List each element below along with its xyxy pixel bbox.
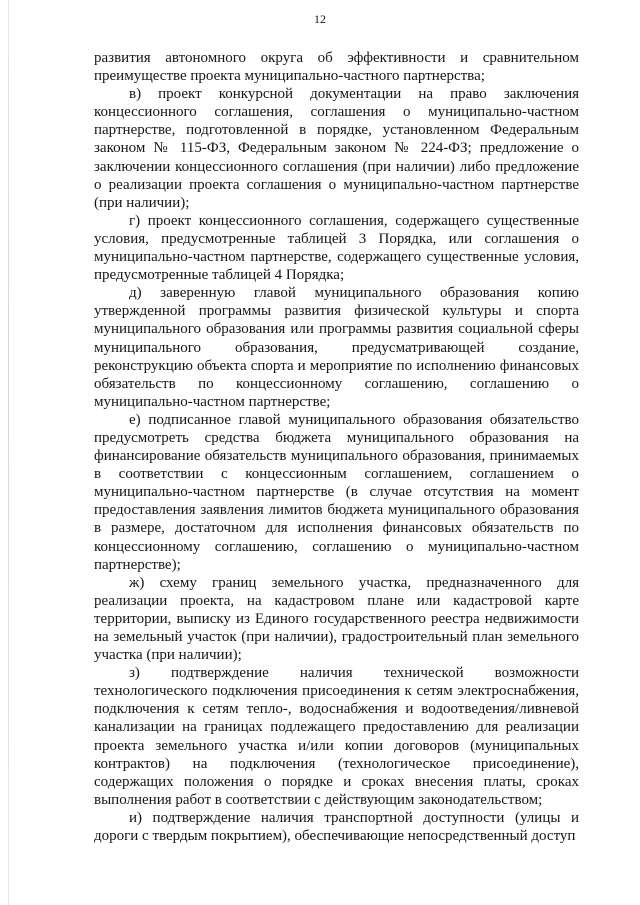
paragraph-item-z: з) подтверждение наличия технической возможности технологического подключения присоединения к сетям электроснабжения, подключения к сетям тепло-, водоснабжения и водоотведения/ливневой канализации на границах подлежащего предоставлению для реализации проекта земельного участка и/или копии договоров (муниципальных контрактов) на подключения (технологическое присоединение), содержащих положения о порядке и сроках внесения платы, сроках выполнения работ в соответствии с действующим законодательством; [94,665,579,808]
paragraph-item-g: г) проект концессионного соглашения, содержащего существенные условия, предусмотренные таблицей 3 Порядка, или соглашения о муниципально-частном партнерстве, содержащего существенные условия, предусмотренные таблицей 4 Порядка; [94,212,579,284]
document-body [94,49,579,845]
paragraph-item-e: е) подписанное главой муниципального образования обязательство предусмотреть средства бюджета муниципального образования на финансирование обязательств муниципального образования, принимаемых в соответствии с концессионным соглашением, соглашением о муниципально-частном партнерстве (в случае отсутствия на момент предоставления заявления лимитов бюджета муниципального образования в размере, достаточном для исполнения финансовых обязательств по концессионному соглашению, соглашению о муниципально-частном партнерстве); [94,411,579,573]
paragraph-item-zh: ж) схему границ земельного участка, предназначенного для реализации проекта, на кадастровом плане или кадастровой карте территории, выписку из Единого государственного реестра недвижимости на земельный участок (при наличии), градостроительный план земельного участка (при наличии); [94,574,579,664]
page-number: 12 [314,12,326,26]
paragraph-item-d: д) заверенную главой муниципального образования копию утвержденной программы развития физической культуры и спорта муниципального образования или программы развития социальной сферы муниципального образования, предусматривающей создание, реконструкцию объекта спорта и мероприятие по исполнению финансовых обязательств по концессионному соглашению, соглашению о муниципально-частном партнерстве; [94,285,579,410]
paragraph-continuation: развития автономного округа об эффективности и сравнительном преимуществе проекта муниципально-частного партнерства; [94,50,579,85]
paragraph-item-i: и) подтверждение наличия транспортной доступности (улицы и дороги с твердым покрытием), обеспечивающие непосредственный доступ [94,809,579,845]
paragraph-item-v: в) проект конкурсной документации на право заключения концессионного соглашения, соглашения о муниципально-частном партнерстве, подготовленной в порядке, установленном Федеральным законом № 115-ФЗ, Федеральным законом № 224-ФЗ; предложение о заключении концессионного соглашения (при наличии) либо предложение о реализации проекта соглашения о муниципально-частном партнерстве (при наличии); [94,86,579,211]
scan-edge-line [8,0,9,905]
